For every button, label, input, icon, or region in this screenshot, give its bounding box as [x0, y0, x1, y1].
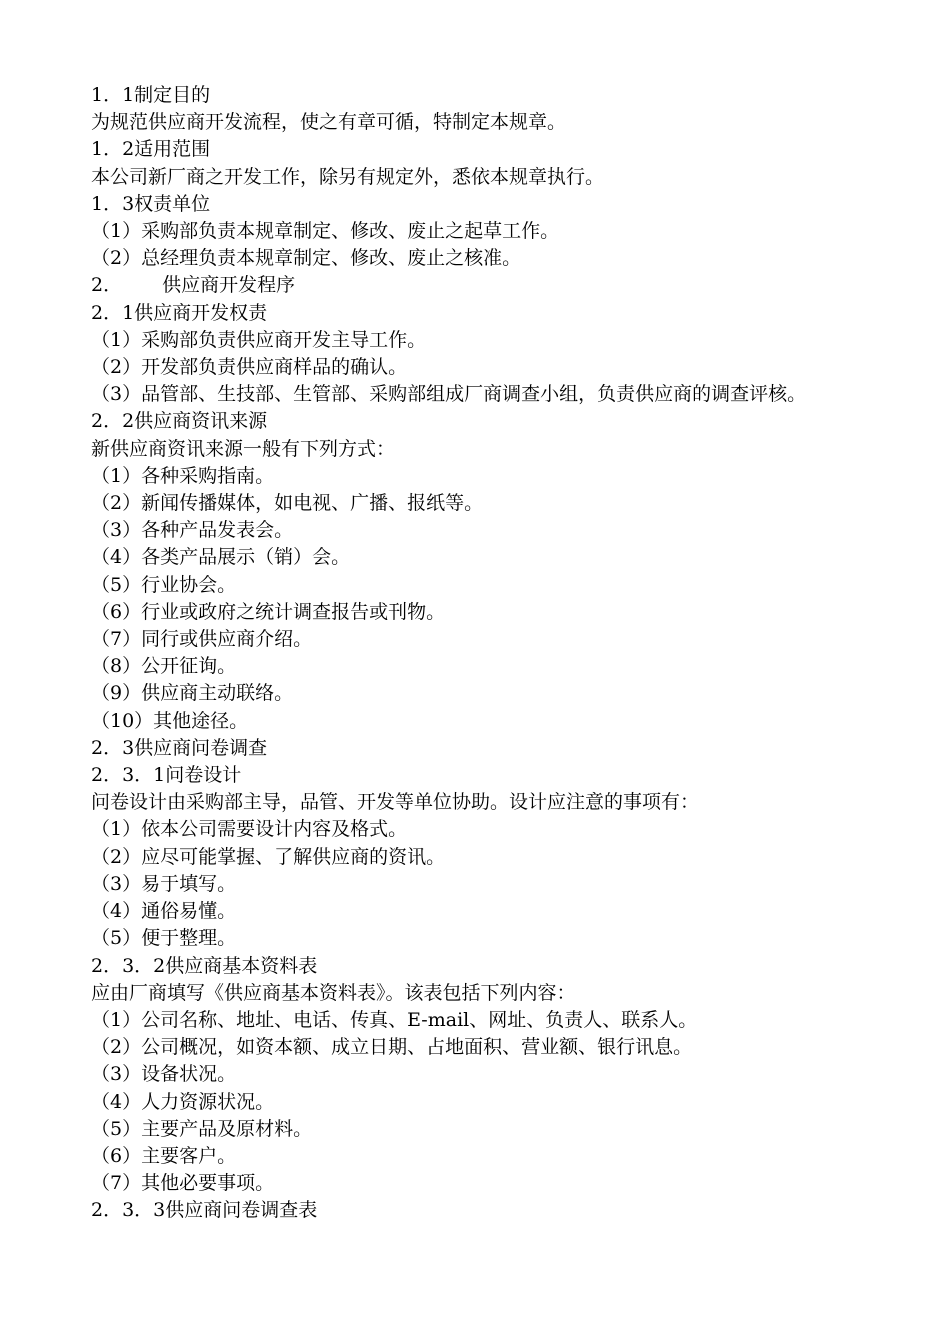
- list-item: （1）采购部负责本规章制定、修改、废止之起草工作。: [91, 220, 560, 243]
- list-item: （8）公开征询。: [91, 655, 237, 678]
- heading-2-2: 2．2供应商资讯来源: [91, 410, 268, 433]
- list-item: （7）同行或供应商介绍。: [91, 628, 313, 651]
- list-item: （10）其他途径。: [91, 709, 249, 732]
- paragraph: 新供应商资讯来源一般有下列方式：: [91, 437, 396, 460]
- list-item: （1）各种采购指南。: [91, 464, 275, 487]
- paragraph: 应由厂商填写《供应商基本资料表》。该表包括下列内容：: [91, 981, 576, 1004]
- list-item: （3）各种产品发表会。: [91, 519, 294, 542]
- heading-2-title: 供应商开发程序: [162, 274, 296, 297]
- heading-2-3-1: 2．3．1问卷设计: [91, 764, 242, 787]
- heading-2: [91, 272, 871, 299]
- heading-2-1: 2．1供应商开发权责: [91, 301, 268, 324]
- list-item: （2）总经理负责本规章制定、修改、废止之核准。: [91, 247, 522, 270]
- list-item: （4）各类产品展示（销）会。: [91, 546, 351, 569]
- list-item: （5）主要产品及原材料。: [91, 1117, 313, 1140]
- list-item: （4）人力资源状况。: [91, 1090, 275, 1113]
- list-item: （2）公司概况，如资本额、成立日期、占地面积、营业额、银行讯息。: [91, 1036, 693, 1059]
- heading-2-3-2: 2．3．2供应商基本资料表: [91, 954, 318, 977]
- heading-1-3: 1．3权责单位: [91, 192, 211, 215]
- heading-1-1: 1．1制定目的: [91, 84, 211, 106]
- list-item: （1）依本公司需要设计内容及格式。: [91, 818, 408, 841]
- list-item: （6）行业或政府之统计调查报告或刊物。: [91, 600, 446, 623]
- paragraph: 为规范供应商开发流程，使之有章可循，特制定本规章。: [91, 111, 567, 134]
- list-item: （5）行业协会。: [91, 573, 237, 596]
- paragraph: 问卷设计由采购部主导，品管、开发等单位协助。设计应注意的事项有：: [91, 791, 700, 814]
- list-item: （1）采购部负责供应商开发主导工作。: [91, 328, 427, 351]
- list-item: （6）主要客户。: [91, 1144, 237, 1167]
- heading-1-2: 1．2适用范围: [91, 138, 211, 161]
- list-item: （7）其他必要事项。: [91, 1172, 275, 1195]
- list-item: （4）通俗易懂。: [91, 900, 237, 923]
- list-item: （3）设备状况。: [91, 1063, 237, 1086]
- list-item: （9）供应商主动联络。: [91, 682, 294, 705]
- heading-2-3-3: 2．3．3供应商问卷调查表: [91, 1199, 318, 1222]
- heading-2-number: 2．: [91, 274, 123, 297]
- paragraph: 本公司新厂商之开发工作，除另有规定外，悉依本规章执行。: [91, 165, 605, 188]
- list-item: （3）易于填写。: [91, 872, 237, 895]
- list-item: （2）新闻传播媒体，如电视、广播、报纸等。: [91, 492, 484, 515]
- list-item: （2）应尽可能掌握、了解供应商的资讯。: [91, 845, 446, 868]
- document-page: [91, 82, 871, 1225]
- list-item: （5）便于整理。: [91, 927, 237, 950]
- list-item: （3）品管部、生技部、生管部、采购部组成厂商调查小组，负责供应商的调查评核。: [91, 383, 807, 406]
- list-item: （2）开发部负责供应商样品的确认。: [91, 356, 408, 379]
- heading-2-3: 2．3供应商问卷调查: [91, 736, 268, 759]
- list-item: （1）公司名称、地址、电话、传真、E-mail、网址、负责人、联系人。: [91, 1008, 698, 1031]
